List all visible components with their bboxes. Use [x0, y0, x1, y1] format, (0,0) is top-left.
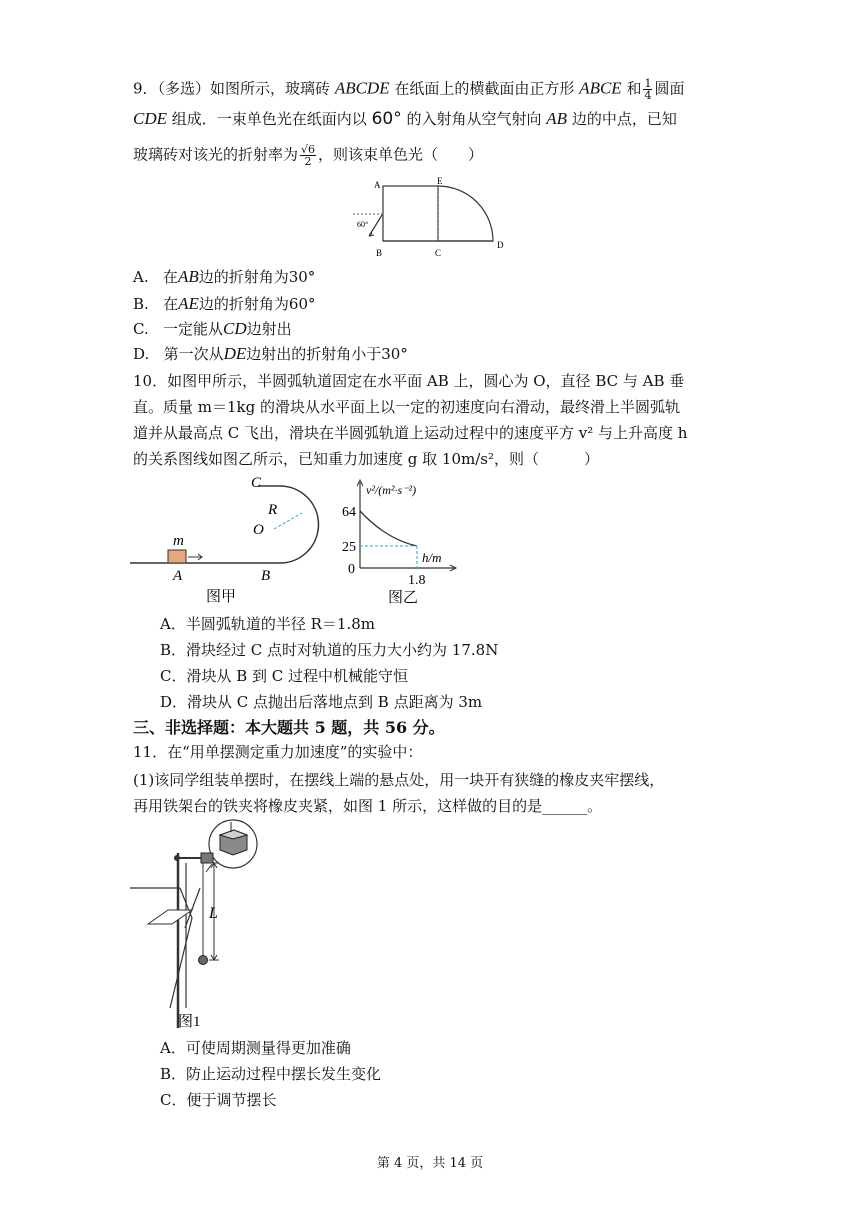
q10-option-B[interactable]: B．滑块经过 C 点时对轨道的压力大小约为 17.8N — [160, 641, 499, 659]
q9-angle: 60° — [371, 109, 402, 129]
option-letter: D. — [133, 345, 150, 363]
label-R: R — [268, 502, 278, 518]
caption-yi: 图乙 — [388, 590, 419, 606]
q11-part1-line1: (1)该同学组装单摆时，在摆线上端的悬点处，用一块开有狭缝的橡皮夹牢摆线， — [133, 771, 665, 789]
q9-option-A[interactable] — [133, 267, 315, 287]
semicircle-track — [258, 486, 318, 563]
fraction-denominator: 4 — [644, 89, 652, 102]
option-text: 边的折射角为60° — [198, 295, 316, 313]
q9-text: ，则该束单色光（ ） — [318, 145, 484, 164]
option-text: 在 — [162, 268, 178, 286]
option-text: 第一次从 — [163, 345, 224, 363]
q9-line-3 — [133, 144, 483, 167]
label-B: B — [376, 248, 383, 258]
table-leg-2 — [185, 888, 200, 928]
radius-line — [274, 513, 302, 529]
option-text: 一定能从 — [163, 320, 224, 338]
stand-base — [148, 910, 192, 924]
option-letter: B. — [133, 295, 149, 313]
square-ABCE — [383, 186, 438, 241]
q10-line-1: 10．如图甲所示，半圆弧轨道固定在水平面 AB 上，圆心为 O，直径 BC 与 AB 垂 — [133, 372, 685, 390]
y-tick-64: 64 — [342, 505, 356, 520]
fraction-numerator: 1 — [644, 77, 652, 90]
quarter-fraction — [643, 78, 652, 101]
label-D: D — [497, 240, 504, 250]
section-heading: 三、非选择题：本大题共 5 题，共 56 分。 — [133, 718, 445, 737]
glass-brick-figure — [345, 174, 515, 262]
y-axis-label: v²/(m²·s⁻²) — [366, 483, 417, 497]
q9-text: 的入射角从空气射向 — [406, 110, 542, 128]
option-symbol: AE — [178, 294, 199, 313]
q9-option-C[interactable] — [133, 319, 292, 339]
label-A: A — [374, 180, 381, 190]
q10-option-C[interactable]: C．滑块从 B 到 C 过程中机械能守恒 — [160, 667, 409, 685]
v2-h-curve — [360, 511, 417, 546]
clamp-screw — [174, 855, 180, 861]
label-A: A — [173, 568, 183, 584]
q9-symbol: CDE — [133, 109, 167, 128]
q9-text: 在纸面上的横截面由正方形 — [394, 79, 575, 98]
q9-text: 9．（多选）如图所示，玻璃砖 — [133, 79, 331, 98]
origin-0: 0 — [348, 562, 355, 577]
option-symbol: DE — [223, 344, 247, 363]
q9-option-B[interactable] — [133, 294, 316, 314]
pendulum-figure — [130, 818, 270, 1032]
q9-line-2 — [133, 109, 677, 129]
q11-option-C[interactable]: C．便于调节摆长 — [160, 1091, 277, 1109]
label-E: E — [437, 176, 443, 186]
label-C: C — [435, 248, 442, 258]
option-letter: A. — [133, 268, 149, 286]
label-C: C — [251, 475, 262, 491]
quarter-arc-DE — [438, 186, 493, 241]
q9-text: 边的中点，已知 — [571, 110, 677, 128]
label-O: O — [253, 522, 264, 538]
figure-yi-graph — [336, 476, 466, 612]
caption-fig1: 图1 — [178, 1014, 201, 1030]
q10-line-2: 直。质量 m＝1kg 的滑块从水平面上以一定的初速度向右滑动，最终滑上半圆弧轨 — [133, 398, 680, 416]
incident-ray — [369, 215, 382, 236]
label-angle: 60° — [357, 220, 369, 229]
option-text: 边射出 — [246, 320, 292, 338]
table-leg — [170, 888, 192, 1008]
caption-jia: 图甲 — [206, 589, 237, 605]
x-axis-label: h/m — [422, 550, 442, 565]
q11-option-B[interactable]: B．防止运动过程中摆长发生变化 — [160, 1065, 382, 1083]
q9-text: 组成．一束单色光在纸面内以 — [171, 110, 367, 128]
label-L: L — [209, 905, 218, 922]
option-symbol: AB — [177, 267, 199, 286]
refractive-index-fraction — [300, 144, 316, 167]
option-text: 在 — [163, 295, 179, 313]
q9-symbol: AB — [546, 109, 568, 128]
q9-text: 玻璃砖对该光的折射率为 — [133, 145, 299, 164]
q10-line-3: 道并从最高点 C 飞出，滑块在半圆弧轨道上运动过程中的速度平方 v² 与上升高度 h — [133, 424, 688, 442]
figure-jia-track — [130, 472, 330, 612]
q9-symbol: ABCE — [579, 78, 622, 98]
q9-option-D[interactable] — [133, 344, 408, 364]
option-letter: C. — [133, 320, 149, 338]
option-text: 边的折射角为30° — [198, 268, 316, 286]
q9-symbol: ABCDE — [334, 78, 390, 98]
label-m: m — [173, 533, 184, 549]
page-footer: 第 4 页，共 14 页 — [376, 1156, 484, 1171]
q10-option-A[interactable]: A．半圆弧轨道的半径 R＝1.8m — [160, 615, 375, 633]
q9-text: 圆面 — [654, 79, 685, 98]
q10-line-4: 的关系图线如图乙所示，已知重力加速度 g 取 10m/s²，则（ ） — [133, 450, 599, 468]
q11-intro: 11．在“用单摆测定重力加速度”的实验中： — [133, 743, 423, 761]
q11-option-A[interactable]: A．可使周期测量得更加准确 — [160, 1039, 351, 1057]
q10-option-D[interactable]: D．滑块从 C 点抛出后落地点到 B 点距离为 3m — [160, 693, 483, 711]
label-B: B — [261, 568, 271, 584]
clamp-head — [201, 853, 213, 863]
option-text: 边射出的折射角小于30° — [246, 345, 408, 363]
q9-line-1 — [133, 78, 685, 101]
x-tick-1.8: 1.8 — [408, 573, 426, 588]
q9-text: 和 — [626, 79, 642, 98]
fraction-denominator: 2 — [304, 155, 312, 168]
y-tick-25: 25 — [342, 540, 356, 555]
q11-part1-line2: 再用铁架台的铁夹将橡皮夹紧，如图 1 所示，这样做的目的是______。 — [133, 797, 603, 815]
option-symbol: CD — [223, 319, 247, 338]
pendulum-bob — [199, 956, 208, 965]
slider-block — [168, 550, 186, 563]
fraction-numerator: √6 — [301, 143, 316, 156]
